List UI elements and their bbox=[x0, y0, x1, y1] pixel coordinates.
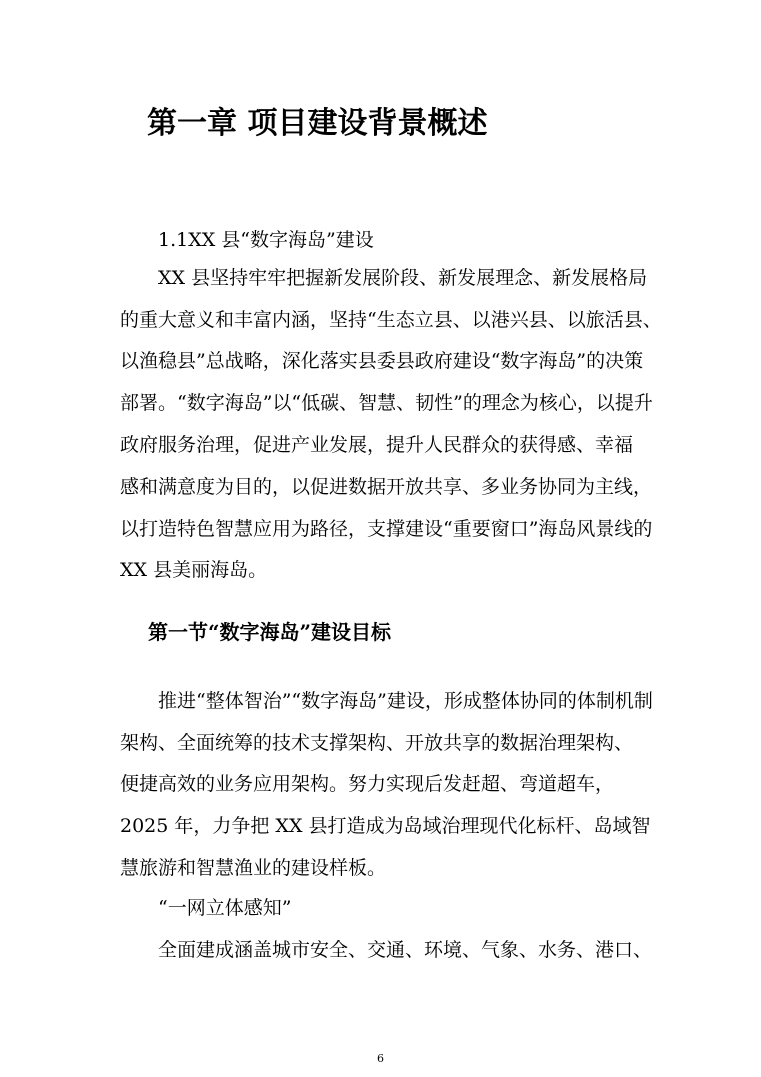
paragraph-line: 架构、全面统筹的技术支撑架构、开放共享的数据治理架构、 bbox=[120, 732, 634, 754]
chapter-title: 第一章 项目建设背景概述 bbox=[147, 106, 488, 141]
page-number: 6 bbox=[377, 1052, 384, 1065]
paragraph-line: 的重大意义和丰富内涵，坚持“生态立县、以港兴县、以旅活县、 bbox=[120, 309, 662, 331]
paragraph-line: 推进“整体智治”“数字海岛”建设，形成整体协同的体制机制 bbox=[158, 690, 653, 712]
paragraph-line: 慧旅游和智慧渔业的建设样板。 bbox=[120, 857, 387, 879]
paragraph-line: 以渔稳县”总战略，深化落实县委县政府建设“数字海岛”的决策 bbox=[120, 350, 644, 372]
paragraph-line: 部署。“数字海岛”以“低碳、智慧、韧性”的理念为核心，以提升 bbox=[120, 392, 653, 414]
item-heading: “一网立体感知” bbox=[158, 897, 292, 919]
paragraph-line: 2025 年，力争把 XX 县打造成为岛域治理现代化标杆、岛域智 bbox=[120, 815, 651, 837]
subsection-title: 1.1XX 县“数字海岛”建设 bbox=[158, 229, 374, 251]
section-heading: 第一节“数字海岛”建设目标 bbox=[148, 620, 392, 644]
paragraph-line: 全面建成涵盖城市安全、交通、环境、气象、水务、港口、 bbox=[158, 939, 653, 961]
paragraph-line: XX 县美丽海岛。 bbox=[120, 559, 268, 581]
paragraph-line: 以打造特色智慧应用为路径，支撑建设“重要窗口”海岛风景线的 bbox=[120, 518, 653, 540]
paragraph-line: 感和满意度为目的，以促进数据开放共享、多业务协同为主线， bbox=[120, 476, 653, 498]
paragraph-line: 政府服务治理，促进产业发展，提升人民群众的获得感、幸福 bbox=[120, 434, 634, 456]
paragraph-line: 便捷高效的业务应用架构。努力实现后发赶超、弯道超车， bbox=[120, 773, 615, 795]
paragraph-line: XX 县坚持牢牢把握新发展阶段、新发展理念、新发展格局 bbox=[158, 267, 648, 289]
